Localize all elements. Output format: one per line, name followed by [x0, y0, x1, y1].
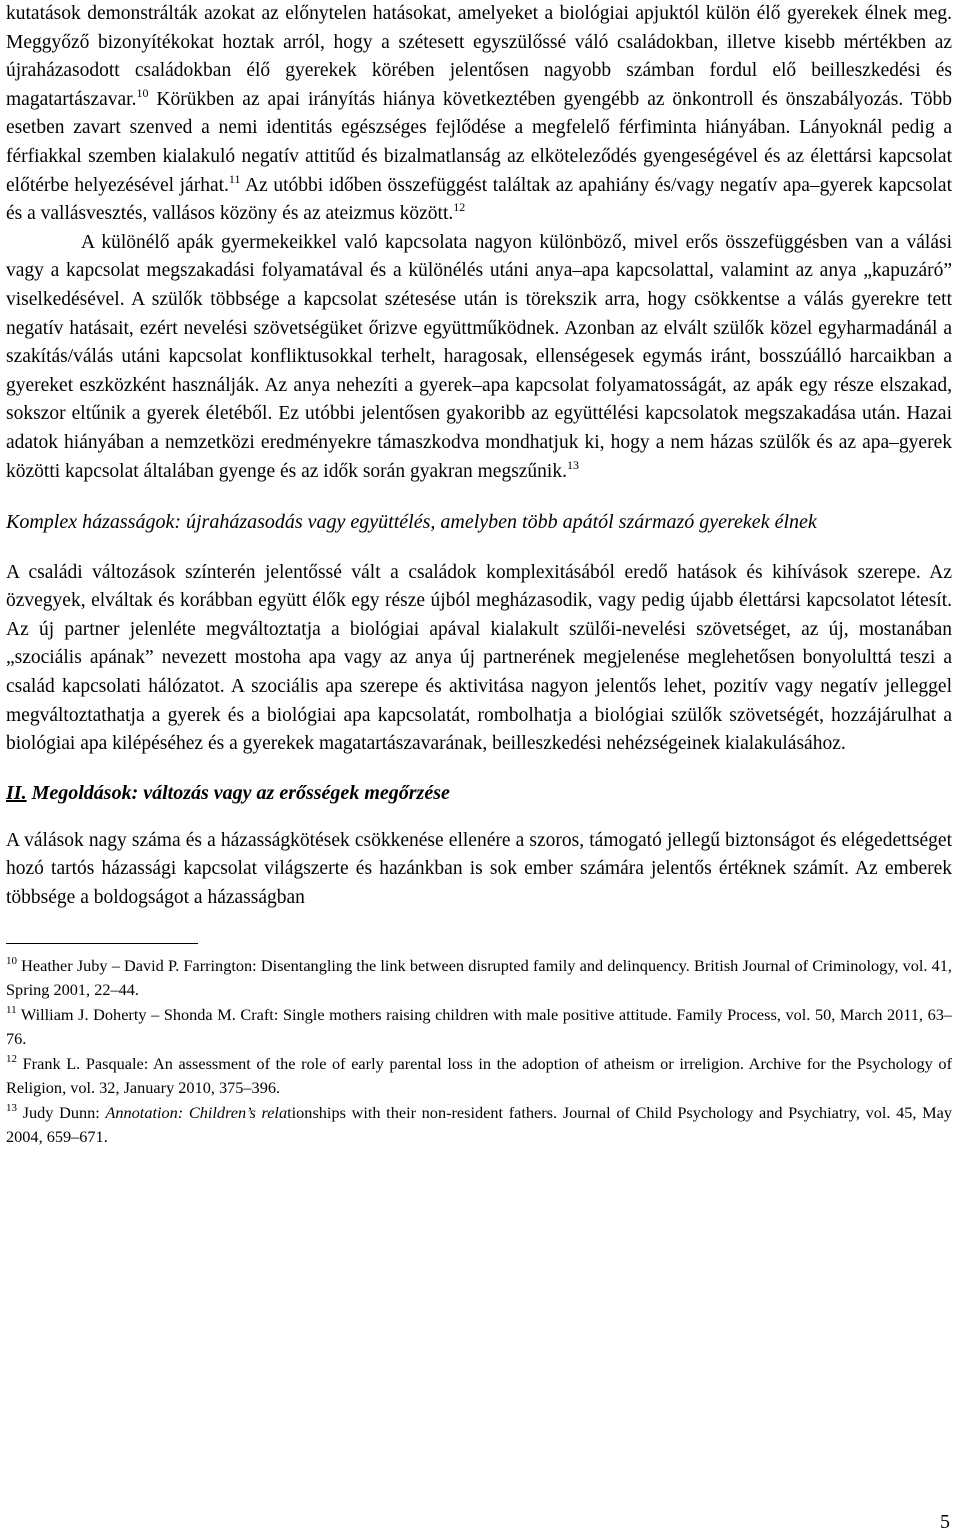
page-number: 5	[940, 1511, 950, 1533]
footnote-reference: 10	[6, 954, 17, 967]
text-run: kutatások demonstrálták azokat az előnytelen hatásokat, amelyeket a biológiai apjuktól külön élő gyerekek élnek meg. Meggyőző bizonyítékokat hoztak arról, hogy a szétesett egyszülőssé váló családokban, illetve kisebb mértékben az újraházasodott családokban élő gyerekek körében jelentősen nagyobb számban fordul elő beilleszkedési és magatartászavar.	[6, 3, 952, 110]
body-paragraph-2	[6, 229, 952, 486]
footnote-reference: 10	[136, 85, 149, 100]
text-run: Judy Dunn:	[17, 1102, 106, 1122]
text-run: Körükben az apai irányítás hiánya következtében gyengébb az önkontroll és önszabályozás. Több esetben zavart szenved a nemi identitás egészséges fejlődése a megfelelő férfiminta hiányában. Lányoknál pedig a férfiakkal szemben kialakuló negatív attitűd és bizalmatlanság az elköteleződés gyengeségével és az élettársi kapcsolat előtérbe helyezésével járhat.	[6, 88, 952, 196]
footnote-reference: 13	[566, 457, 579, 472]
italic-text: Annotation: Children’s rela	[105, 1102, 288, 1122]
text-run: William J. Doherty – Shonda M. Craft: Single mothers raising children with male positive attitude. Family Process, vol. 50, March 2011, 63–76.	[6, 1004, 952, 1049]
footnote-reference: 12	[6, 1052, 17, 1065]
spacer	[6, 486, 952, 508]
footnote-11	[6, 1003, 952, 1052]
section-number: II.	[6, 781, 27, 804]
text-run: Frank L. Pasquale: An assessment of the role of early parental loss in the adoption of atheism or irreligion. Archive for the Psychology of Religion, vol. 32, January 2010, 375–396.	[6, 1053, 952, 1098]
footnote-reference: 13	[6, 1101, 17, 1114]
text-run: Az utóbbi időben összefüggést találtak az apahiány és/vagy negatív apa–gyerek kapcsolat és a vallásvesztés, vallásos közöny és az ateizmus között.	[6, 174, 952, 225]
body-paragraph-1	[6, 0, 952, 229]
spacer	[6, 759, 952, 779]
text-run: tionships with their non-resident fathers. Journal of Child Psychology and Psychiatry, vol. 45, May 2004, 659–671.	[6, 1102, 952, 1147]
spacer	[6, 807, 952, 827]
body-paragraph-3	[6, 559, 952, 759]
body-paragraph-4	[6, 827, 952, 913]
footnote-reference: 11	[228, 171, 241, 186]
footnote-reference: 12	[453, 200, 466, 215]
footnote-10	[6, 954, 952, 1003]
footnote-separator	[6, 943, 198, 944]
footnote-reference: 11	[6, 1003, 17, 1016]
spacer	[6, 537, 952, 559]
text-run: A különélő apák gyermekeikkel való kapcsolata nagyon különböző, mivel erős összefüggésben van a válási vagy a kapcsolat megszakadási folyamatával és a különélés utáni anya–apa kapcsolattal, valamint az anya „kapuzáró” viselkedésével. A szülők többsége a kapcsolat szétesése után is törekszik arra, hogy csökkentse a válás gyerekre tett negatív hatásait, ezért nevelési szövetségüket őrizve együttműködnek. Azonban az elvált szülők közel egyharmadánál a szakítás/válás utáni kapcsolat konfliktusokkal terhelt, haragosak, ellenségesek egymás iránt, bosszúálló harcaikban a gyereket eszközként használják. Az anya nehezíti a gyerek–apa kapcsolat folyamatosságát, az apák egy része elszakad, sokszor eltűnik a gyerek életéből. Ez utóbbi jelentősen gyakoribb az együttélési kapcsolatok megszakadása után. Hazai adatok hiányában a nemzetközi eredményekre támaszkodva mondhatjuk ki, hogy a nem házas szülők és az apa–gyerek közötti kapcsolat általában gyenge és az idők során gyakran megszűnik.	[6, 231, 952, 482]
section-title-text: Megoldások: változás vagy az erősségek megőrzése	[26, 781, 450, 804]
text-run: A válások nagy száma és a házasságkötések csökkenése ellenére a szoros, támogató jellegű biztonságot és elégedettséget hozó tartós házassági kapcsolat világszerte és hazánkban is sok ember számára jelentős értéknek számít. Az emberek többsége a boldogságot a házasságban	[6, 829, 952, 909]
text-run: A családi változások színterén jelentőssé vált a családok komplexitásából eredő hatások és kihívások szerepe. Az özvegyek, elváltak és korábban együtt élők egy része újból megházasodik, vagy pedig újabb élettársi kapcsolatot létesít. Az új partner jelenléte megváltoztatja a biológiai apával kialakult szülői-nevelési szövetséget, az új, mostanában „szociális apának” nevezett mostoha apa vagy az anya új partnerének megjelenése meglehetősen bonyolulttá teszi a család kapcsolati hálózatot. A szociális apa szerepe és aktivitása nagyon jelentős lehet, pozitív vagy negatív jelleggel megváltoztathatja a gyerek és a biológiai apa kapcsolatát, rombolhatja a biológiai szülők szövetségét, hozzájárulhat a biológiai apa kilépéséhez és a gyerekek magatartászavarának, beilleszkedési nehézségeinek kialakulásához.	[6, 561, 952, 755]
footnote-12	[6, 1052, 952, 1101]
footnote-13	[6, 1101, 952, 1150]
section-title	[6, 779, 952, 807]
subheading: Komplex házasságok: újraházasodás vagy együttélés, amelyben több apától származó gyerekek élnek	[6, 511, 817, 534]
text-run: Heather Juby – David P. Farrington: Disentangling the link between disrupted family and delinquency. British Journal of Criminology, vol. 41, Spring 2001, 22–44.	[6, 955, 952, 1000]
